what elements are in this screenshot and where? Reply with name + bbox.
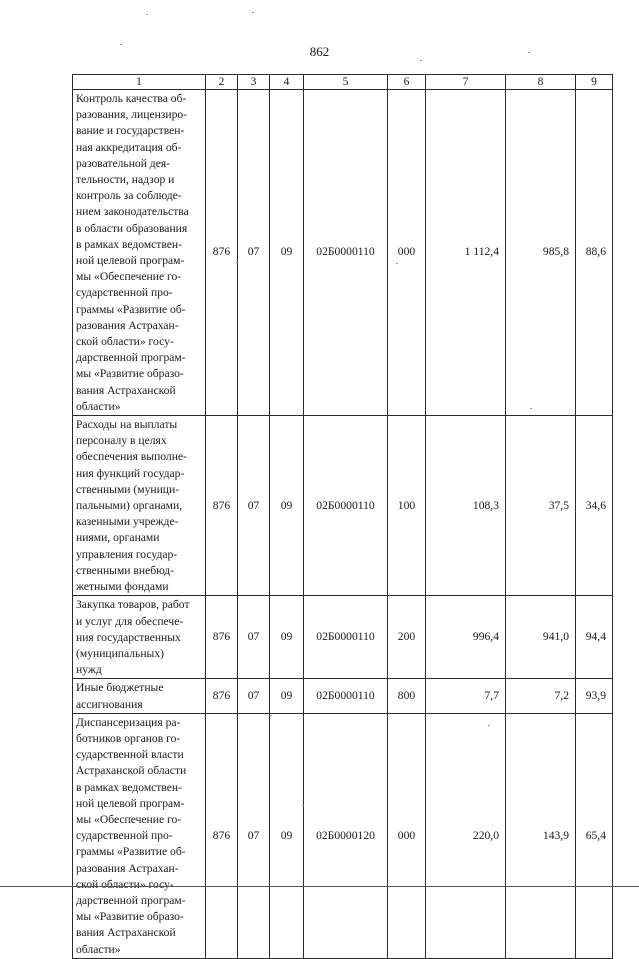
scan-speck (120, 44, 122, 45)
header-cell: 5 (304, 75, 388, 90)
scan-speck (488, 725, 490, 726)
header-cell: 1 (73, 75, 206, 90)
header-row (73, 75, 613, 90)
actual-amount-cell: 941,0 (506, 596, 576, 679)
section-cell: 07 (238, 713, 270, 958)
plan-amount-cell: 220,0 (426, 713, 506, 958)
scan-speck (528, 52, 530, 53)
target-article-cell: 02Б0000120 (304, 713, 388, 958)
expense-type-cell: 100 (388, 416, 426, 596)
table-row (73, 679, 613, 713)
subsection-cell: 09 (270, 596, 304, 679)
target-article-cell: 02Б0000110 (304, 596, 388, 679)
scan-speck (270, 715, 272, 716)
ministry-code-cell: 876 (206, 596, 238, 679)
subsection-cell: 09 (270, 90, 304, 416)
table-row (73, 90, 613, 416)
table-row (73, 596, 613, 679)
expense-type-cell: 200 (388, 596, 426, 679)
scan-speck (396, 263, 398, 264)
target-article-cell: 02Б0000110 (304, 416, 388, 596)
section-cell: 07 (238, 596, 270, 679)
header-cell: 2 (206, 75, 238, 90)
section-cell: 07 (238, 679, 270, 713)
expense-name-cell: Диспансеризация ра- ботников органов го- сударственной власти Астраханской области в рамках ведомствен- ной целевой програм- мы «Обеспечение го- сударственной про- граммы «Развитие об- разования Астрахан- ской области» госу- дарственной програм- мы «Развитие образо- вания Астраханской области» (73, 713, 206, 958)
ministry-code-cell: 876 (206, 416, 238, 596)
scan-speck (530, 408, 532, 409)
percent-cell: 93,9 (576, 679, 613, 713)
percent-cell: 34,6 (576, 416, 613, 596)
target-article-cell: 02Б0000110 (304, 90, 388, 416)
plan-amount-cell: 1 112,4 (426, 90, 506, 416)
percent-cell: 88,6 (576, 90, 613, 416)
section-cell: 07 (238, 90, 270, 416)
ministry-code-cell: 876 (206, 90, 238, 416)
header-cell: 3 (238, 75, 270, 90)
header-cell: 6 (388, 75, 426, 90)
plan-amount-cell: 996,4 (426, 596, 506, 679)
target-article-cell: 02Б0000110 (304, 679, 388, 713)
actual-amount-cell: 37,5 (506, 416, 576, 596)
subsection-cell: 09 (270, 713, 304, 958)
subsection-cell: 09 (270, 416, 304, 596)
percent-cell: 94,4 (576, 596, 613, 679)
scan-speck (146, 14, 148, 15)
plan-amount-cell: 108,3 (426, 416, 506, 596)
scan-speck (302, 805, 304, 806)
table-row (73, 713, 613, 958)
scan-speck (252, 12, 254, 13)
actual-amount-cell: 7,2 (506, 679, 576, 713)
expense-type-cell: 000 (388, 90, 426, 416)
expense-name-cell: Закупка товаров, работ и услуг для обеспече- ния государственных (муниципальных) нужд (73, 596, 206, 679)
percent-cell: 65,4 (576, 713, 613, 958)
plan-amount-cell: 7,7 (426, 679, 506, 713)
header-cell: 9 (576, 75, 613, 90)
table-row (73, 416, 613, 596)
budget-table (72, 74, 613, 959)
subsection-cell: 09 (270, 679, 304, 713)
header-cell: 8 (506, 75, 576, 90)
expense-type-cell: 000 (388, 713, 426, 958)
expense-name-cell: Контроль качества об- разования, лицензиро- вание и государствен- ная аккредитация об- разовательной дея- тельности, надзор и контроль за соблюде- нием законодательства в области образования в рамках ведомствен- ной целевой програм- мы «Обеспечение го- сударственной про- граммы «Развитие об- разования Астрахан- ской области» госу- дарственной програм- мы «Развитие образо- вания Астраханской области» (73, 90, 206, 416)
ministry-code-cell: 876 (206, 679, 238, 713)
header-cell: 7 (426, 75, 506, 90)
page-bottom-rule (0, 886, 639, 887)
page-number: 862 (309, 44, 330, 59)
actual-amount-cell: 143,9 (506, 713, 576, 958)
actual-amount-cell: 985,8 (506, 90, 576, 416)
scan-speck (236, 262, 238, 263)
expense-name-cell: Расходы на выплаты персоналу в целях обеспечения выполне- ния функций государ- ственными (муници- пальными) органами, казенными учрежде- ниями, органами управления государ- ственными внебюд- жетными фондами (73, 416, 206, 596)
section-cell: 07 (238, 416, 270, 596)
ministry-code-cell: 876 (206, 713, 238, 958)
scan-speck (420, 60, 422, 61)
header-cell: 4 (270, 75, 304, 90)
expense-type-cell: 800 (388, 679, 426, 713)
expense-name-cell: Иные бюджетные ассигнования (73, 679, 206, 713)
